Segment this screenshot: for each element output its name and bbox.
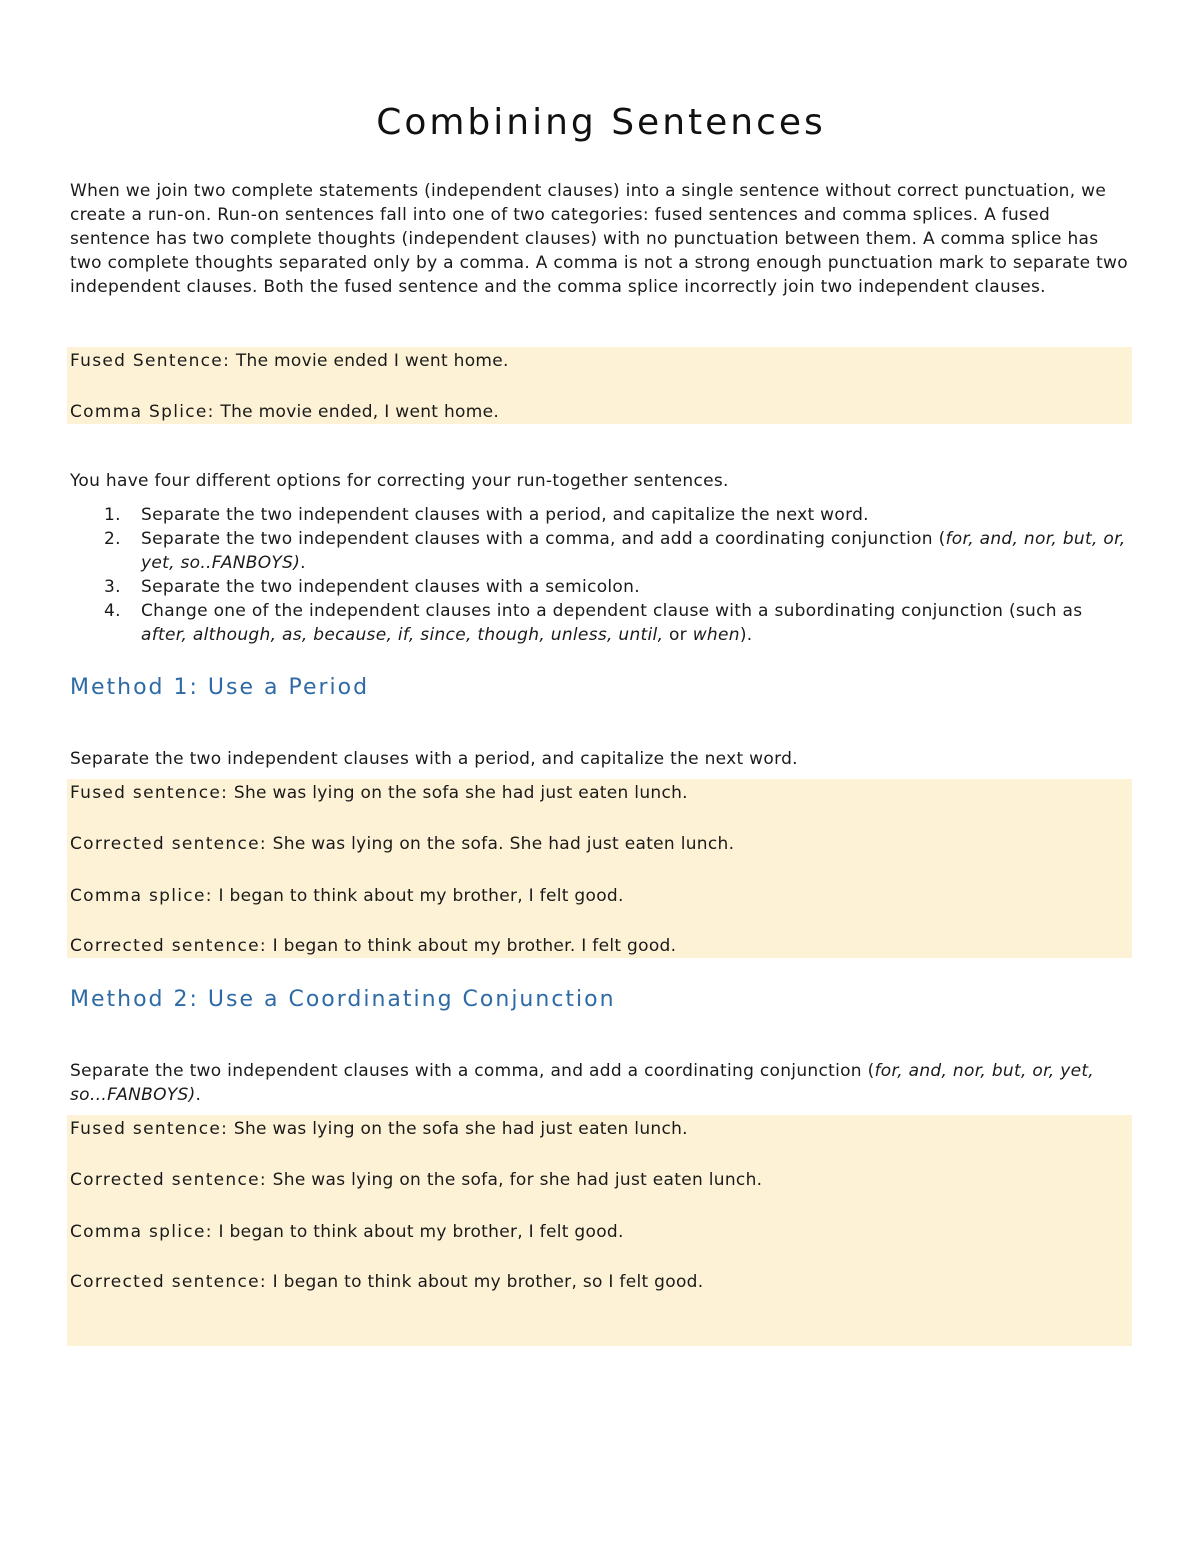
list-text-mid: or [663,625,693,645]
example-box-runons [67,347,1132,424]
example-label: Comma splice: [70,886,213,906]
options-intro: You have four different options for correcting your run-together sentences. [70,471,729,491]
list-text: Change one of the independent clauses into a dependent clause with a subordinating conjunction (such as [141,601,1083,621]
example-text: The movie ended I went home. [235,351,509,371]
example-text: She was lying on the sofa, for she had just eaten lunch. [272,1170,763,1190]
method1-example-box [67,779,1132,958]
example-label: Corrected sentence: [70,834,267,854]
list-item [70,527,1132,575]
example-line [70,1168,762,1192]
list-number: 2. [104,529,121,549]
method2-description [70,1059,1132,1107]
options-list [70,503,1132,647]
example-label: Fused Sentence: [70,351,231,371]
method1-heading: Method 1: Use a Period [70,675,370,700]
list-text-end: ). [739,625,753,645]
list-number: 4. [104,601,121,621]
list-text-italic: for, and, nor, but, or, yet, so..FANBOYS) [141,529,1126,573]
example-line [70,884,624,908]
example-text: She was lying on the sofa she had just eaten lunch. [233,783,688,803]
list-text-italic: when [692,625,740,645]
example-label: Corrected sentence: [70,1170,267,1190]
example-text: She was lying on the sofa she had just eaten lunch. [233,1119,688,1139]
example-line [70,934,676,958]
method2-example-box [67,1115,1132,1346]
example-line [70,1270,703,1294]
example-line [70,1220,624,1244]
list-item [70,503,1132,527]
example-label: Fused sentence: [70,1119,229,1139]
list-text-end: . [300,553,306,573]
list-number: 1. [104,505,121,525]
example-text: I began to think about my brother. I felt good. [272,936,677,956]
list-item [70,575,1132,599]
example-text: She was lying on the sofa. She had just eaten lunch. [272,834,735,854]
list-text: Separate the two independent clauses with a period, and capitalize the next word. [141,505,869,525]
list-text: Separate the two independent clauses with a semicolon. [141,577,640,597]
desc-text: Separate the two independent clauses with a comma, and add a coordinating conjunction ( [70,1061,875,1081]
fused-example [70,349,509,373]
example-label: Corrected sentence: [70,1272,267,1292]
list-text-italic: after, although, as, because, if, since, though, unless, until, [141,625,664,645]
example-label: Comma splice: [70,1222,213,1242]
example-text: I began to think about my brother, so I felt good. [272,1272,704,1292]
example-text: I began to think about my brother, I felt good. [218,1222,624,1242]
desc-text-italic: for, and, nor, but, or, yet, so…FANBOYS) [70,1061,1095,1105]
list-item [70,599,1132,647]
page-title: Combining Sentences [376,102,826,144]
example-line [70,781,688,805]
list-number: 3. [104,577,121,597]
example-line [70,832,734,856]
list-text: Separate the two independent clauses with a comma, and add a coordinating conjunction ( [141,529,946,549]
example-line [70,1117,688,1141]
splice-example [70,400,499,424]
example-label: Fused sentence: [70,783,229,803]
desc-text-end: . [195,1085,202,1105]
example-label: Comma Splice: [70,402,215,422]
method1-description: Separate the two independent clauses with a period, and capitalize the next word. [70,749,798,769]
intro-paragraph: When we join two complete statements (independent clauses) into a single sentence without correct punctuation, we create a run-on. Run-on sentences fall into one of two categories: fused sentences and comma splices. A fused sentence has two complete thoughts (independent clauses) with no punctuation between them. A comma splice has two complete thoughts separated only by a comma. A comma is not a strong enough punctuation mark to separate two independent clauses. Both the fused sentence and the comma splice incorrectly join two independent clauses. [70,181,1128,297]
example-text: I began to think about my brother, I felt good. [218,886,624,906]
example-text: The movie ended, I went home. [220,402,500,422]
method2-heading: Method 2: Use a Coordinating Conjunction [70,987,616,1012]
example-label: Corrected sentence: [70,936,267,956]
